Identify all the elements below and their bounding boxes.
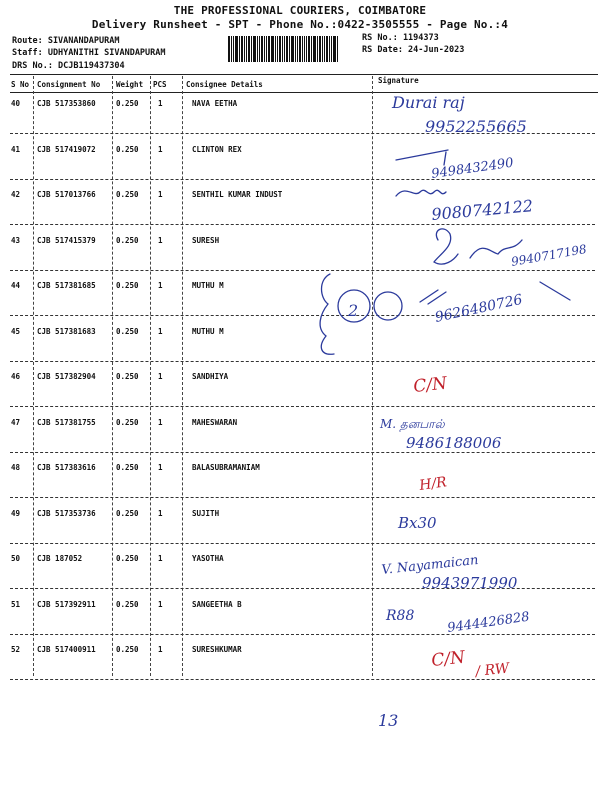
- hw-r50-phone: 9943971990: [422, 574, 518, 592]
- hw-hash: [420, 290, 446, 304]
- hw-r40-phone: 9952255665: [425, 117, 527, 136]
- cell-sno: 48: [11, 463, 21, 472]
- row-separator: [10, 497, 595, 498]
- cell-pcs: 1: [158, 235, 163, 245]
- hw-r51-signature: R88: [386, 608, 415, 624]
- hw-r49-signature: Bx30: [398, 514, 437, 532]
- cell-consignee: MAHESWARAN: [192, 417, 238, 427]
- cell-consignment: CJB 517415379: [37, 235, 96, 245]
- cell-consignee: MUTHU M: [192, 281, 224, 290]
- barcode: [228, 36, 350, 62]
- row-separator: [10, 315, 595, 316]
- cell-consignment: CJB 517400911: [37, 645, 96, 654]
- cell-consignment: CJB 187052: [37, 554, 83, 563]
- cell-consignment: CJB 517419072: [37, 144, 96, 154]
- cell-pcs: 1: [158, 326, 163, 336]
- cell-sno: 52: [11, 645, 21, 654]
- hw-r44-circle-number: 2: [348, 301, 359, 320]
- cell-consignment: CJB 517382904: [37, 372, 96, 381]
- cell-consignment: CJB 517353860: [37, 99, 96, 108]
- hw-r51-phone: 9444426828: [446, 609, 531, 636]
- cell-consignee: MUTHU M: [192, 326, 224, 336]
- row-separator: [10, 679, 595, 680]
- row-separator: [10, 133, 595, 134]
- cell-consignee: SURESH: [192, 235, 220, 245]
- company-title: THE PROFESSIONAL COURIERS, COIMBATORE: [173, 4, 427, 17]
- col-header-sno: S No: [11, 80, 30, 89]
- hw-stroke: [540, 282, 570, 300]
- cell-weight: 0.250: [116, 372, 139, 381]
- cell-consignment: CJB 517381683: [37, 326, 96, 336]
- rs-number: RS No.: 1194373: [362, 33, 439, 43]
- cell-consignee: NAVA EETHA: [192, 99, 238, 108]
- row-separator: [10, 543, 595, 544]
- cell-consignment: CJB 517013766: [37, 190, 96, 199]
- cell-sno: 51: [11, 599, 21, 609]
- hw-scribble: [444, 152, 446, 165]
- cell-weight: 0.250: [116, 281, 139, 290]
- hw-r46-mark: C/N: [412, 373, 448, 397]
- cell-pcs: 1: [158, 190, 163, 199]
- cell-consignee: SUJITH: [192, 508, 220, 518]
- drs-number: DRS No.: DCJB119437304: [12, 61, 125, 71]
- cell-pcs: 1: [158, 599, 163, 609]
- cell-consignment: CJB 517383616: [37, 463, 96, 472]
- column-divider: [372, 76, 373, 676]
- runsheet-subtitle: Delivery Runsheet - SPT - Phone No.:0422-3505555 - Page No.:4: [91, 18, 509, 31]
- cell-pcs: 1: [158, 144, 163, 154]
- cell-sno: 47: [11, 417, 21, 427]
- col-header-consignment: Consignment No: [37, 80, 101, 89]
- cell-pcs: 1: [158, 645, 163, 654]
- cell-consignment: CJB 517381755: [37, 417, 96, 427]
- hw-r43-phone: 9940717198: [510, 241, 588, 269]
- col-header-signature: Signature: [378, 76, 419, 85]
- cell-pcs: 1: [158, 554, 163, 563]
- hw-r42-signature: [396, 190, 446, 196]
- hw-r52-mark: C/N: [430, 647, 466, 671]
- cell-sno: 45: [11, 326, 21, 336]
- cell-consignee: SANDHIYA: [192, 372, 229, 381]
- hw-r43-signature: [434, 229, 458, 264]
- cell-sno: 49: [11, 508, 21, 518]
- cell-weight: 0.250: [116, 645, 139, 654]
- hw-r43-signature-tail: [470, 240, 522, 258]
- cell-consignee: BALASUBRAMANIAM: [192, 463, 260, 472]
- hw-r41-phone: 9498432490: [430, 155, 515, 182]
- staff-label: Staff: UDHYANITHI SIVANDAPURAM: [12, 48, 166, 58]
- col-header-pcs: PCS: [153, 80, 167, 89]
- cell-consignment: CJB 517392911: [37, 599, 96, 609]
- hw-r42-phone: 9080742122: [430, 196, 534, 224]
- cell-consignment: CJB 517353736: [37, 508, 96, 518]
- row-separator: [10, 452, 595, 453]
- hw-r47-phone: 9486188006: [406, 434, 502, 452]
- col-header-consignee: Consignee Details: [186, 80, 263, 89]
- hw-r45-phone: 9626480726: [433, 291, 524, 326]
- cell-consignee: SURESHKUMAR: [192, 645, 242, 654]
- cell-pcs: 1: [158, 417, 163, 427]
- column-divider: [112, 76, 113, 676]
- cell-sno: 40: [11, 99, 21, 108]
- rs-date: RS Date: 24-Jun-2023: [362, 45, 465, 55]
- row-separator: [10, 588, 595, 589]
- cell-weight: 0.250: [116, 144, 139, 154]
- header-rule: [10, 74, 598, 75]
- cell-weight: 0.250: [116, 508, 139, 518]
- hw-strike-line: [396, 150, 448, 160]
- row-separator: [10, 270, 595, 271]
- hw-footer-number: 13: [378, 711, 399, 730]
- cell-weight: 0.250: [116, 326, 139, 336]
- cell-pcs: 1: [158, 508, 163, 518]
- cell-consignee: SENTHIL KUMAR INDUST: [192, 190, 283, 199]
- hw-circle: [338, 290, 370, 322]
- cell-weight: 0.250: [116, 235, 139, 245]
- cell-weight: 0.250: [116, 599, 139, 609]
- cell-pcs: 1: [158, 281, 163, 290]
- cell-consignee: SANGEETHA B: [192, 599, 242, 609]
- column-divider: [182, 76, 183, 676]
- cell-weight: 0.250: [116, 417, 139, 427]
- col-header-weight: Weight: [116, 80, 144, 89]
- cell-consignment: CJB 517381685: [37, 281, 96, 290]
- cell-pcs: 1: [158, 372, 163, 381]
- row-separator: [10, 179, 595, 180]
- cell-pcs: 1: [158, 463, 163, 472]
- row-separator: [10, 634, 595, 635]
- hw-r48-mark: H/R: [418, 474, 448, 494]
- hw-r52-mark-2: / RW: [474, 660, 511, 680]
- cell-weight: 0.250: [116, 463, 139, 472]
- row-separator: [10, 224, 595, 225]
- cell-weight: 0.250: [116, 190, 139, 199]
- cell-pcs: 1: [158, 99, 163, 108]
- column-divider: [150, 76, 151, 676]
- cell-consignee: CLINTON REX: [192, 144, 242, 154]
- cell-sno: 42: [11, 190, 21, 199]
- cell-sno: 46: [11, 372, 21, 381]
- column-divider: [33, 76, 34, 676]
- cell-sno: 44: [11, 281, 21, 290]
- row-separator: [10, 361, 595, 362]
- column-header-rule: [10, 92, 598, 93]
- route-label: Route: SIVANANDAPURAM: [12, 36, 120, 46]
- hw-r47-name: M. தனபால்: [380, 417, 445, 431]
- cell-sno: 41: [11, 144, 21, 154]
- cell-sno: 43: [11, 235, 21, 245]
- cell-weight: 0.250: [116, 99, 139, 108]
- cell-sno: 50: [11, 554, 21, 563]
- hw-r40-name: Durai raj: [392, 93, 465, 112]
- cell-consignee: YASOTHA: [192, 554, 224, 563]
- cell-weight: 0.250: [116, 554, 139, 563]
- row-separator: [10, 406, 595, 407]
- hw-r50-name: V. Nayamaican: [380, 552, 480, 578]
